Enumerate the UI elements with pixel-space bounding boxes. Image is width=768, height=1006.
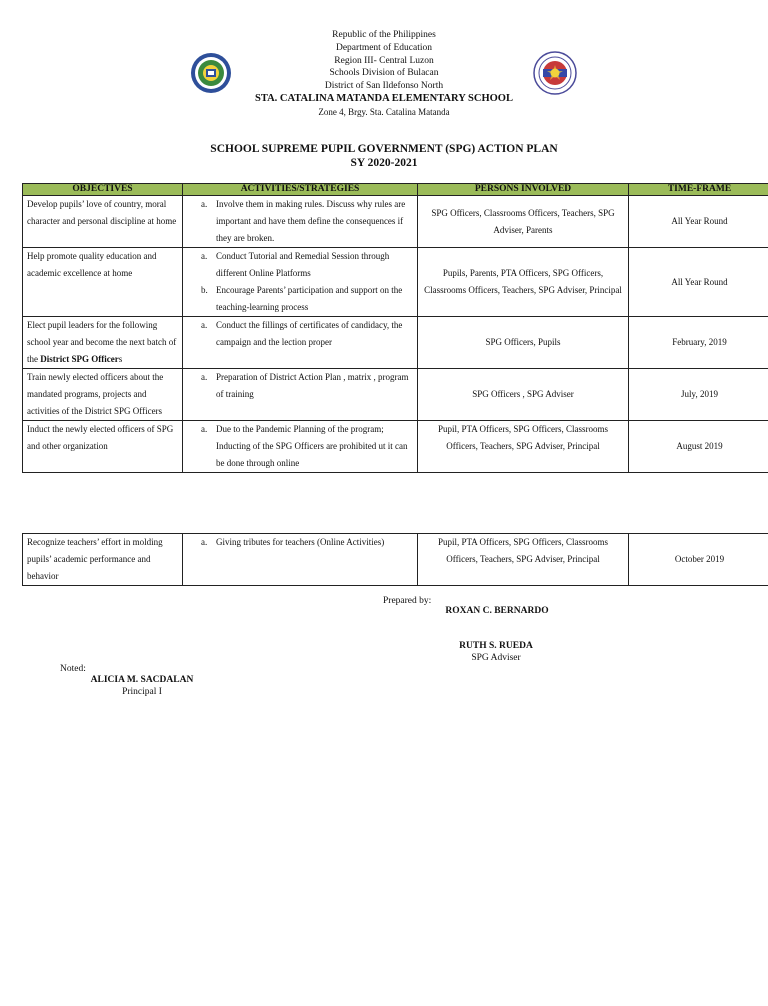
table-header-row bbox=[23, 184, 768, 196]
prepared-by-label: Prepared by: bbox=[383, 596, 432, 606]
table-row bbox=[23, 317, 768, 369]
table-row bbox=[23, 421, 768, 473]
noted-label: Noted: bbox=[60, 664, 86, 674]
letterhead-line: Republic of the Philippines bbox=[332, 30, 436, 40]
letterhead-line: Region III- Central Luzon bbox=[334, 55, 434, 66]
persons-cell: Pupils, Parents, PTA Officers, SPG Officers, Classrooms Officers, Teachers, SPG Adviser, Principal bbox=[418, 248, 629, 317]
activities-cell bbox=[183, 317, 418, 369]
activity-text: Involve them in making rules. Discuss why rules are important and have them define the consequences if they are broken. bbox=[216, 199, 406, 243]
activities-cell bbox=[183, 421, 418, 473]
activity-text: Conduct Tutorial and Remedial Session through different Online Platforms bbox=[216, 251, 390, 278]
activity-item bbox=[187, 421, 413, 472]
letterhead-line: Schools Division of Bulacan bbox=[329, 68, 439, 79]
table-row bbox=[23, 369, 768, 421]
activity-marker: a. bbox=[201, 372, 208, 382]
column-header: TIME-FRAME bbox=[629, 184, 768, 196]
activity-text: Conduct the fillings of certificates of candidacy, the campaign and the lection proper bbox=[216, 320, 403, 347]
adviser-name: RUTH S. RUEDA bbox=[459, 641, 533, 651]
timeframe-cell: August 2019 bbox=[629, 421, 768, 473]
column-header: ACTIVITIES/STRATEGIES bbox=[183, 184, 418, 196]
timeframe-cell: All Year Round bbox=[629, 248, 768, 317]
activities-cell bbox=[183, 369, 418, 421]
activity-marker: a. bbox=[201, 251, 208, 261]
timeframe-cell: October 2019 bbox=[629, 534, 768, 586]
column-header: OBJECTIVES bbox=[23, 184, 183, 196]
document-title bbox=[0, 142, 768, 170]
activity-marker: a. bbox=[201, 199, 208, 209]
column-header: PERSONS INVOLVED bbox=[418, 184, 629, 196]
school-year: SY 2020-2021 bbox=[350, 157, 418, 169]
title-line: SCHOOL SUPREME PUPIL GOVERNMENT (SPG) ACTION PLAN bbox=[210, 143, 558, 155]
activity-text: Preparation of District Action Plan , matrix , program of training bbox=[216, 372, 409, 399]
objective-cell: Train newly elected officers about the mandated programs, projects and activities of the District SPG Officers bbox=[23, 369, 183, 421]
table-row bbox=[23, 248, 768, 317]
persons-cell: SPG Officers, Pupils bbox=[418, 317, 629, 369]
activity-marker: a. bbox=[201, 424, 208, 434]
objective-text: Elect pupil leaders for the following school year and become the next batch of the bbox=[27, 320, 177, 364]
principal-name: ALICIA M. SACDALAN bbox=[90, 675, 194, 685]
activity-item bbox=[187, 196, 413, 247]
timeframe-cell: July, 2019 bbox=[629, 369, 768, 421]
activity-item bbox=[187, 369, 413, 403]
activity-marker: a. bbox=[201, 537, 208, 547]
school-name: STA. CATALINA MATANDA ELEMENTARY SCHOOL bbox=[255, 92, 513, 104]
activities-cell bbox=[183, 196, 418, 248]
activity-text: Encourage Parents’ participation and support on the teaching-learning process bbox=[216, 285, 403, 312]
deped-seal-icon bbox=[533, 51, 577, 95]
action-plan-table bbox=[22, 183, 768, 473]
letterhead-line: District of San Ildefonso North bbox=[324, 81, 444, 92]
activity-item bbox=[187, 248, 413, 282]
principal-role: Principal I bbox=[122, 687, 162, 697]
objective-cell: Recognize teachers’ effort in molding pupils’ academic performance and behavior bbox=[23, 534, 183, 586]
timeframe-cell: February, 2019 bbox=[629, 317, 768, 369]
timeframe-cell: All Year Round bbox=[629, 196, 768, 248]
activity-text: Due to the Pandemic Planning of the program; Inducting of the SPG Officers are prohibited ut it can be done through online bbox=[216, 424, 408, 468]
preparer-block bbox=[436, 640, 556, 664]
letterhead-line: Department of Education bbox=[335, 42, 433, 53]
letterhead bbox=[0, 29, 768, 119]
objective-cell bbox=[23, 317, 183, 369]
activity-text: Giving tributes for teachers (Online Activities) bbox=[216, 537, 385, 547]
objective-cell: Help promote quality education and academic excellence at home bbox=[23, 248, 183, 317]
action-plan-table-continued bbox=[22, 533, 768, 586]
objective-cell: Induct the newly elected officers of SPG and other organization bbox=[23, 421, 183, 473]
persons-cell: Pupil, PTA Officers, SPG Officers, Classrooms Officers, Teachers, SPG Adviser, Principal bbox=[418, 421, 629, 473]
objective-text: s bbox=[118, 354, 123, 364]
activity-item bbox=[187, 282, 413, 316]
persons-cell: Pupil, PTA Officers, SPG Officers, Classrooms Officers, Teachers, SPG Adviser, Principal bbox=[418, 534, 629, 586]
school-seal-icon bbox=[190, 52, 232, 94]
adviser-role: SPG Adviser bbox=[471, 653, 521, 663]
activity-item bbox=[187, 534, 413, 551]
activity-item bbox=[187, 317, 413, 351]
preparer-name: ROXAN C. BERNARDO bbox=[445, 606, 549, 616]
activities-cell bbox=[183, 534, 418, 586]
objective-cell: Develop pupils’ love of country, moral character and personal discipline at home bbox=[23, 196, 183, 248]
activities-cell bbox=[183, 248, 418, 317]
activity-marker: b. bbox=[201, 285, 208, 295]
objective-emphasis: District SPG Officer bbox=[40, 354, 119, 364]
table-row bbox=[23, 196, 768, 248]
school-address: Zone 4, Brgy. Sta. Catalina Matanda bbox=[318, 106, 450, 117]
persons-cell: SPG Officers , SPG Adviser bbox=[418, 369, 629, 421]
principal-block bbox=[82, 674, 202, 698]
activity-marker: a. bbox=[201, 320, 208, 330]
table-row bbox=[23, 534, 768, 586]
persons-cell: SPG Officers, Classrooms Officers, Teachers, SPG Adviser, Parents bbox=[418, 196, 629, 248]
